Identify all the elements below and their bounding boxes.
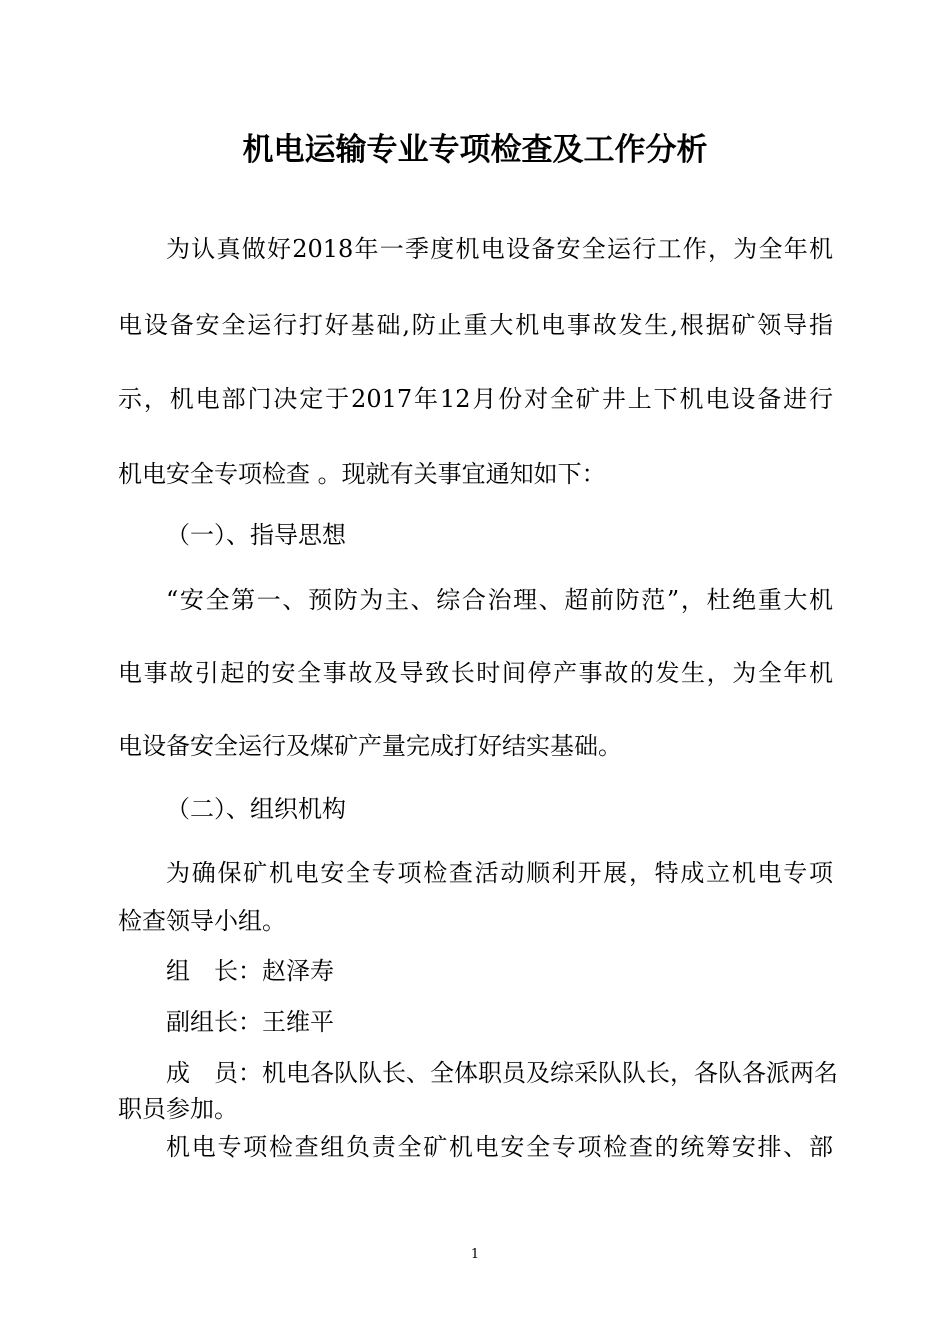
members-line: 职员参加。: [118, 1095, 238, 1123]
paragraph-line: 电设备安全运行打好基础,防止重大机电事故发生,根据矿领导指: [118, 311, 833, 339]
paragraph-line: 为确保矿机电安全专项检查活动顺利开展，特成立机电专项: [166, 859, 833, 887]
paragraph-line: “安全第一、预防为主、综合治理、超前防范”，杜绝重大机: [166, 586, 833, 614]
paragraph-line: 电设备安全运行及煤矿产量完成打好结实基础。: [118, 732, 622, 760]
members-line: 成 员：机电各队队长、全体职员及综采队队长，各队各派两名: [166, 1059, 838, 1087]
deputy-leader-line: 副组长：王维平: [166, 1008, 334, 1036]
paragraph-line: 机电安全专项检查 。现就有关事宜通知如下：: [118, 460, 606, 488]
paragraph-line: 示，机电部门决定于2017年12月份对全矿井上下机电设备进行: [118, 385, 833, 413]
leader-line: 组 长：赵泽寿: [166, 957, 334, 985]
paragraph-line: 为认真做好2018年一季度机电设备安全运行工作，为全年机: [166, 235, 833, 263]
page-number: 1: [470, 1247, 480, 1262]
paragraph-line: 电事故引起的安全事故及导致长时间停产事故的发生，为全年机: [118, 659, 833, 687]
section-heading: （一）、指导思想: [166, 521, 346, 549]
document-title: 机电运输专业专项检查及工作分析: [242, 132, 708, 168]
section-heading: （二）、组织机构: [166, 795, 346, 823]
paragraph-line: 检查领导小组。: [118, 907, 286, 935]
paragraph-line: 机电专项检查组负责全矿机电安全专项检查的统筹安排、部: [166, 1133, 833, 1161]
